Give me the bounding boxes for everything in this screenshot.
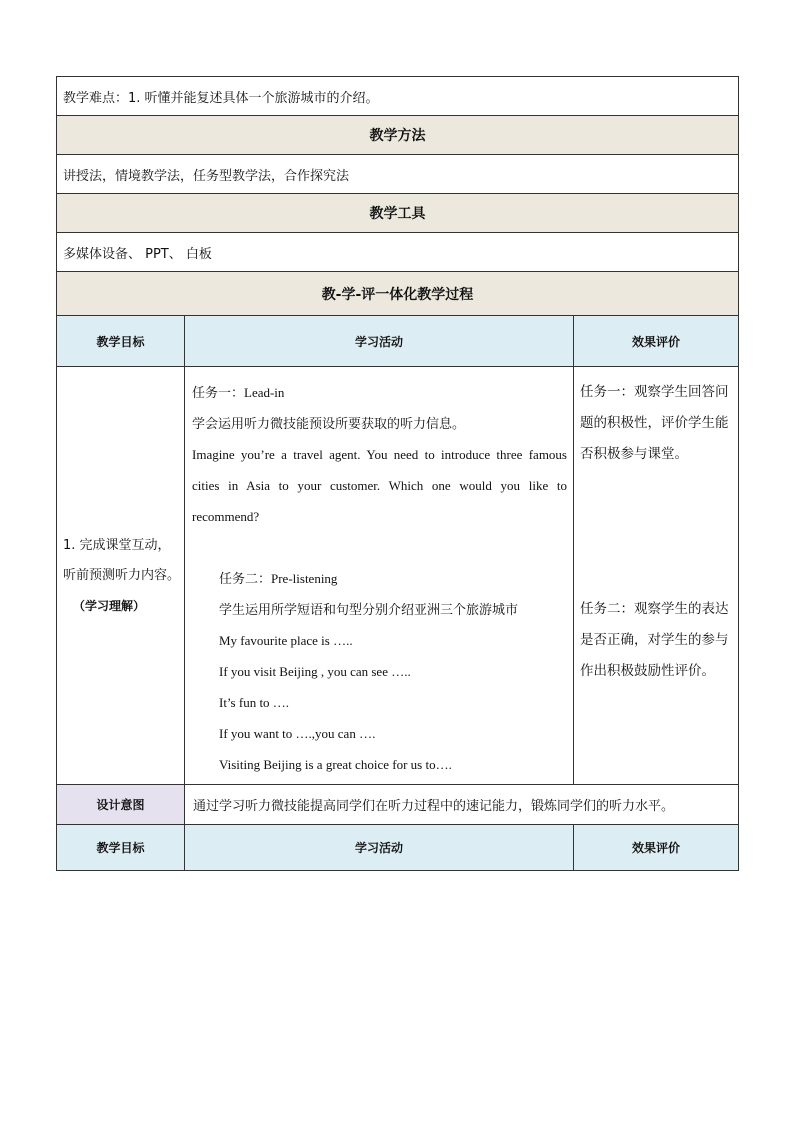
- sentence-pattern-2: If you visit Beijing , you can see …..: [219, 664, 411, 679]
- task2-title: 任务二：Pre-listening: [219, 571, 338, 586]
- teaching-difficulty: 教学难点：1. 听懂并能复述具体一个旅游城市的介绍。: [57, 77, 739, 116]
- column-header-evaluation-2: 效果评价: [574, 825, 739, 871]
- process-heading-row: [57, 272, 739, 316]
- task1-prompt-line-2: cities in Asia to your customer. Which one would you like to: [192, 478, 567, 493]
- goal-cell: [57, 367, 185, 785]
- goal-line-2: 听前预测听力内容。: [63, 567, 181, 583]
- lesson-plan-page: [56, 76, 738, 871]
- column-header-evaluation: 效果评价: [574, 316, 739, 367]
- task1-prompt-line-1: Imagine you’re a travel agent. You need to introduce three famous: [192, 447, 567, 462]
- evaluation-task2: 任务二：观察学生的表达是否正确，对学生的参与作出积极鼓励性评价。: [580, 601, 729, 679]
- methods-content-row: [57, 155, 739, 194]
- task1-description: 学会运用听力微技能预设所要获取的听力信息。: [192, 416, 466, 431]
- methods-heading: 教学方法: [57, 116, 739, 155]
- sentence-pattern-3: It’s fun to ….: [219, 695, 290, 710]
- design-intent-content: 通过学习听力微技能提高同学们在听力过程中的速记能力，锻炼同学们的听力水平。: [185, 785, 739, 825]
- spacer: [580, 470, 734, 594]
- sentence-pattern-4: If you want to ….,you can ….: [219, 726, 376, 741]
- process-heading: 教-学-评一体化教学过程: [57, 272, 739, 316]
- design-intent-row: [57, 785, 739, 825]
- process-body-row: [57, 367, 739, 785]
- evaluation-task1: 任务一：观察学生回答问题的积极性，评价学生能否积极参与课堂。: [580, 384, 729, 462]
- column-header-activity-2: 学习活动: [185, 825, 574, 871]
- methods-heading-row: [57, 116, 739, 155]
- tools-heading-row: [57, 194, 739, 233]
- sentence-pattern-5: Visiting Beijing is a great choice for us to….: [219, 757, 452, 772]
- methods-content: 讲授法，情境教学法，任务型教学法，合作探究法: [57, 155, 739, 194]
- design-intent-label: 设计意图: [57, 785, 185, 825]
- spacer: [192, 532, 567, 563]
- task2-description: 学生运用所学短语和句型分别介绍亚洲三个旅游城市: [219, 602, 519, 617]
- column-header-row: [57, 316, 739, 367]
- evaluation-cell: [574, 367, 739, 785]
- lesson-plan-table: [56, 76, 739, 871]
- sentence-pattern-1: My favourite place is …..: [219, 633, 353, 648]
- column-header-goal: 教学目标: [57, 316, 185, 367]
- tools-heading: 教学工具: [57, 194, 739, 233]
- task1-prompt-line-3: recommend?: [192, 509, 260, 524]
- activity-cell: [185, 367, 574, 785]
- column-header-activity: 学习活动: [185, 316, 574, 367]
- column-header-goal-2: 教学目标: [57, 825, 185, 871]
- goal-line-1: 1. 完成课堂互动，: [63, 537, 171, 553]
- difficulty-row: [57, 77, 739, 116]
- column-header-row-2: [57, 825, 739, 871]
- tools-content-row: [57, 233, 739, 272]
- tools-content: 多媒体设备、 PPT、 白板: [57, 233, 739, 272]
- goal-note: （学习理解）: [73, 598, 146, 613]
- task1-title: 任务一：Lead-in: [192, 385, 285, 400]
